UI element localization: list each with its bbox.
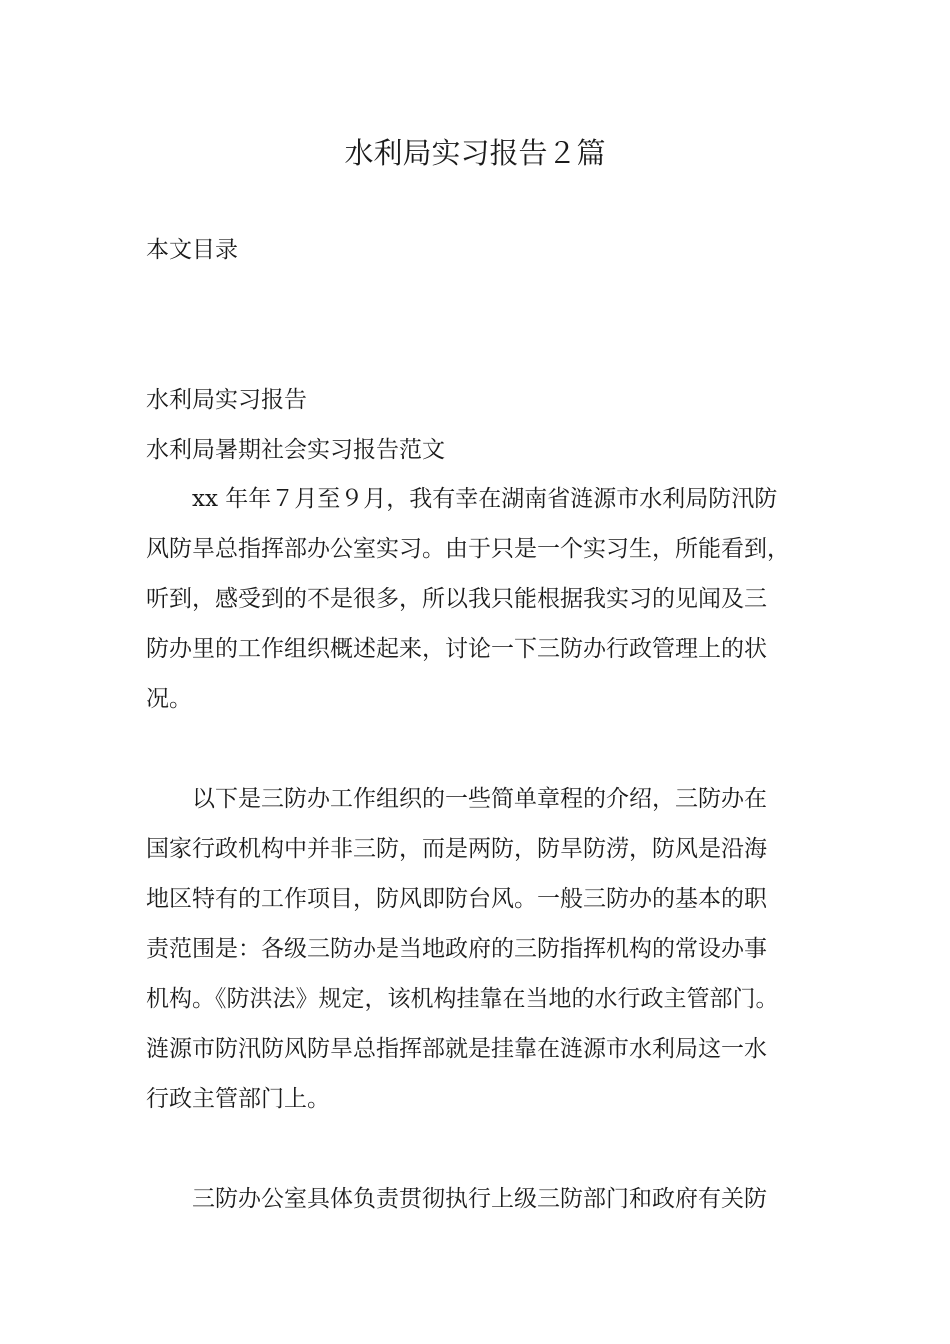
paragraph-line: 防办里的工作组织概述起来，讨论一下三防办行政管理上的状 [146, 636, 767, 662]
paragraph-line: 行政主管部门上。 [146, 1086, 330, 1112]
paragraph-line: xx 年年７月至９月，我有幸在湖南省涟源市水利局防汛防 [192, 486, 778, 512]
toc-heading: 本文目录 [146, 237, 238, 263]
paragraph [146, 474, 814, 724]
paragraph-line: 国家行政机构中并非三防，而是两防，防旱防涝，防风是沿海 [146, 836, 767, 862]
paragraph-line: 涟源市防汛防风防旱总指挥部就是挂靠在涟源市水利局这一水 [146, 1036, 767, 1062]
paragraph-line: 机构。《防洪法》规定，该机构挂靠在当地的水行政主管部门。 [146, 986, 779, 1012]
paragraph-line: 三防办公室具体负责贯彻执行上级三防部门和政府有关防 [192, 1186, 767, 1212]
document-title: 水利局实习报告２篇 [344, 136, 606, 170]
section-subheading: 水利局暑期社会实习报告范文 [146, 437, 445, 463]
toc-item[interactable]: 水利局实习报告 [146, 387, 307, 413]
paragraph [146, 774, 814, 1124]
paragraph [146, 1174, 814, 1224]
paragraph-line: 况。 [146, 686, 192, 712]
paragraph-line: 以下是三防办工作组织的一些简单章程的介绍，三防办在 [192, 786, 767, 812]
paragraph-line: 听到，感受到的不是很多，所以我只能根据我实习的见闻及三 [146, 586, 767, 612]
paragraph-line: 风防旱总指挥部办公室实习。由于只是一个实习生，所能看到， [146, 536, 790, 562]
paragraph-line: 责范围是：各级三防办是当地政府的三防指挥机构的常设办事 [146, 936, 767, 962]
paragraph-line: 地区特有的工作项目，防风即防台风。一般三防办的基本的职 [146, 886, 767, 912]
